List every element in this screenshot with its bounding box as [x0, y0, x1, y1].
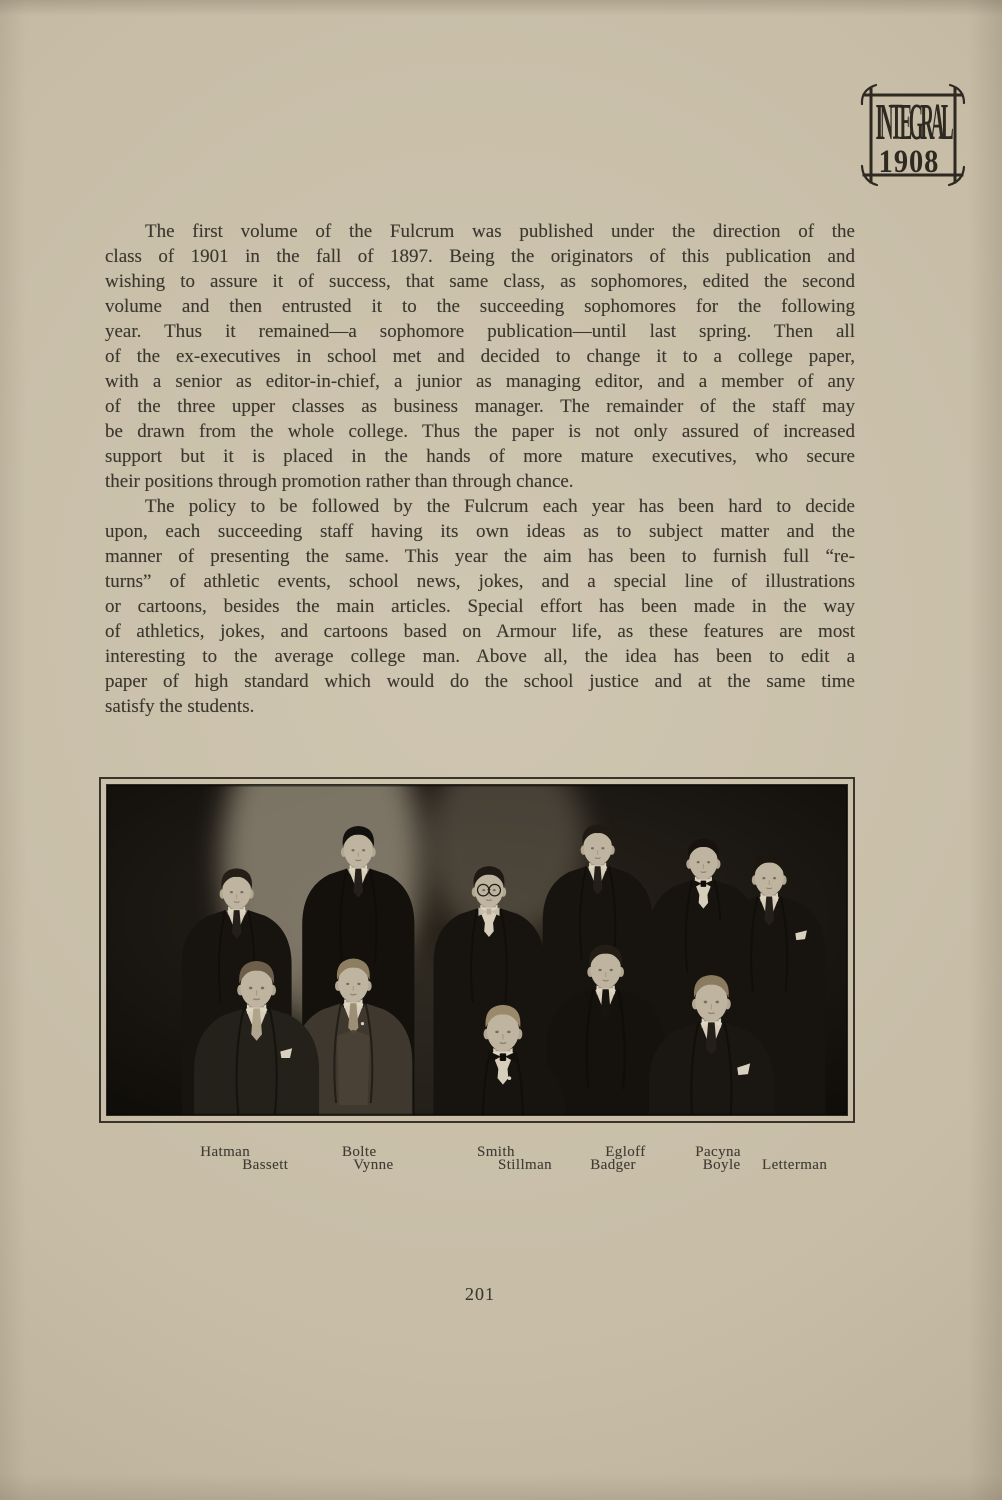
text-line: with a senior as editor-in-chief, a junior as managing editor, and a member of any: [105, 371, 855, 392]
caption-name: Hatman: [200, 1144, 251, 1160]
caption-name: Letterman: [762, 1157, 828, 1173]
caption-name: Smith: [477, 1144, 515, 1160]
caption-name: Pacyna: [695, 1144, 741, 1160]
text-line: class of 1901 in the fall of 1897. Being the originators of this publication and: [105, 246, 855, 267]
caption-name: Bassett: [242, 1157, 289, 1173]
text-line: or cartoons, besides the main articles. Special effort has been made in the way: [105, 596, 855, 617]
caption-name: Egloff: [605, 1144, 646, 1160]
text-line: be drawn from the whole college. Thus the paper is not only assured of increased: [105, 421, 855, 442]
article-body: [105, 219, 855, 719]
text-line: volume and then entrusted it to the succeeding sophomores for the following: [105, 296, 855, 317]
integral-1908-emblem-icon: [860, 82, 966, 188]
text-line: of the ex-executives in school met and decided to change it to a college paper,: [105, 346, 855, 367]
photo-caption: [105, 1144, 855, 1178]
page-number: 201: [465, 1284, 495, 1304]
caption-name: Bolte: [342, 1144, 377, 1160]
caption-name: Vynne: [353, 1157, 394, 1173]
emblem-monogram: INTEGRAL: [875, 93, 951, 151]
text-line: paper of high standard which would do the school justice and at the same time: [105, 671, 855, 692]
photo-frame: [99, 777, 855, 1123]
text-line: turns” of athletic events, school news, jokes, and a special line of illustrations: [105, 571, 855, 592]
emblem-year: 1908: [878, 143, 940, 180]
text-line: manner of presenting the same. This year the aim has been to furnish full “re-: [105, 546, 855, 567]
text-line: The first volume of the Fulcrum was published under the direction of the: [145, 221, 855, 242]
text-line: of the three upper classes as business manager. The remainder of the staff may: [105, 396, 855, 417]
caption-name: Boyle: [702, 1157, 741, 1173]
caption-name: Stillman: [498, 1157, 553, 1173]
text-line: wishing to assure it of success, that same class, as sophomores, edited the second: [105, 271, 855, 292]
paragraph-fulcrum-history: [105, 219, 855, 494]
text-line: satisfy the students.: [105, 696, 255, 717]
text-line: support but it is placed in the hands of more mature executives, who secure: [105, 446, 855, 467]
text-line: year. Thus it remained—a sophomore publication—until last spring. Then all: [105, 321, 855, 342]
group-photo: [106, 784, 848, 1116]
text-line: their positions through promotion rather than through chance.: [105, 471, 574, 492]
text-line: of athletics, jokes, and cartoons based on Armour life, as these features are most: [105, 621, 855, 642]
caption-name: Badger: [590, 1157, 636, 1173]
text-line: interesting to the average college man. Above all, the idea has been to edit a: [105, 646, 855, 667]
text-line: upon, each succeeding staff having its own ideas as to subject matter and the: [105, 521, 855, 542]
text-line: The policy to be followed by the Fulcrum each year has been hard to decide: [145, 496, 855, 517]
paragraph-fulcrum-policy: [105, 494, 855, 719]
